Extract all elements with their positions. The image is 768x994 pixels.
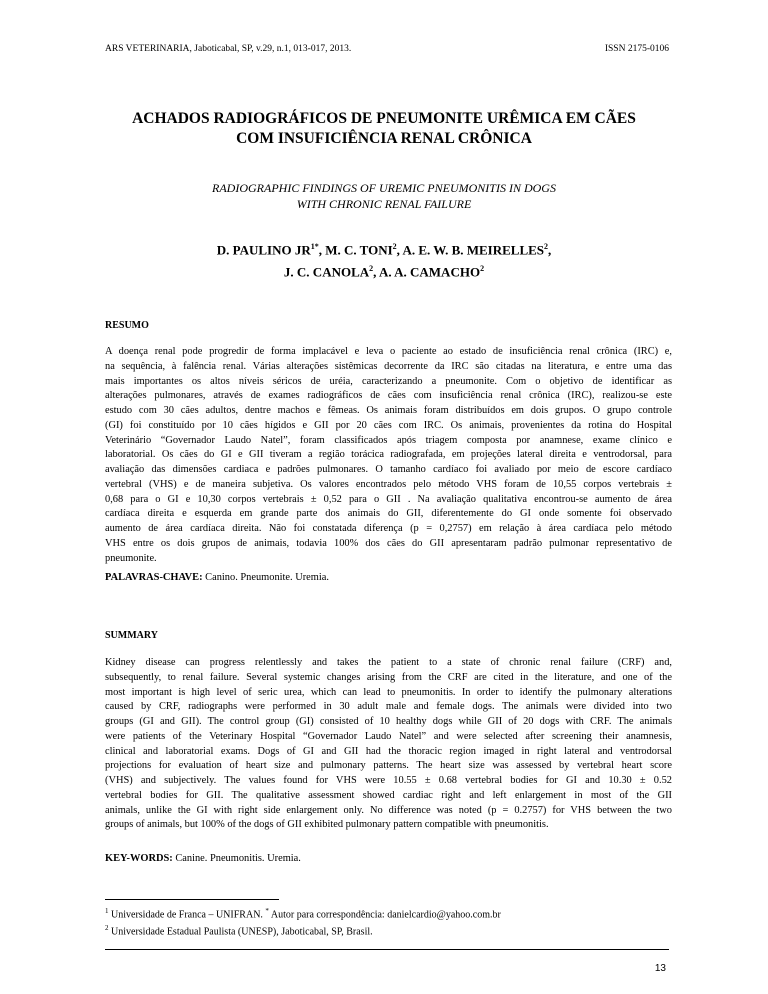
key-words-text: Canine. Pneumonitis. Uremia. [172,853,301,864]
resumo-line: mais importantes os altos níveis séricos de uréia, caracterizando a pneumonite. Com o objetivo de identificar as [105,375,672,387]
title-en-line: WITH CHRONIC RENAL FAILURE [296,197,472,211]
affiliation-mark: 2 [369,264,374,274]
resumo-line: 0,68 para o GI e 10,30 corpos vertebrais ± 0,52 para o GII . Na avaliação qualitativa encontrou-se aumento de área [105,493,672,505]
author-separator: , [318,242,326,258]
summary-line: caused by CRF, radiographs were performed in 30 adult male and female dogs. The animals were divided into two [105,701,672,713]
summary-line: groups (GI and GII). The control group (GI) consisted of 10 healthy dogs while GII of 20 dogs with CRF. The animals [105,716,672,727]
palavras-chave-text: Canino. Pneumonite. Uremia. [202,572,329,583]
summary-body [105,656,672,833]
title-english [80,180,688,212]
summary-line: most important is high level of seric urea, which can lead to pneumonitis. In order to identify the pulmonary alterations [105,686,672,698]
author-name: D. PAULINO JR [216,242,311,258]
key-words [105,853,301,864]
author-separator: , [548,242,552,258]
journal-citation: ARS VETERINARIA, Jaboticabal, SP, v.29, n.1, 013-017, 2013. [105,44,352,54]
footnote-1 [105,905,501,922]
resumo-line: alterações pulmonares, através de exames radiográficos de cães com insuficiência renal crônica (IRC), realizou-se este [105,390,672,402]
corresponding-author-mark: * [265,907,269,915]
summary-line: were patients of the Veterinary Hospital “Governador Laudo Natel” and were selected after screening their anamnesis, [105,730,672,742]
resumo-line: avaliação das dimensões cardiaca e padrões pulmonares. O tamanho cardíaco foi avaliado por meio de escore cardíaco [105,464,672,475]
issn: ISSN 2175-0106 [604,44,669,54]
title-pt-line: COM INSUFICIÊNCIA RENAL CRÔNICA [236,130,532,147]
resumo-line: vertebral (VHS) e de maneira subjetiva. Os valores encontrados pelo método VHS foram de 10,55 corpos vertebrais ± [105,478,672,490]
resumo-line: Veterinário “Governador Laudo Natel”, foram classificados após triagem composta por anamnese, exame clínico e [105,434,672,446]
resumo-line: (GI) foi constituído por 10 cães hígidos e GII por 20 cães com IRC. Os animais, provenientes da rotina do Hospital [105,419,672,431]
footnote-text: Universidade de Franca – UNIFRAN. [108,909,266,921]
footnote-text: Autor para correspondência: danielcardio@yahoo.com.br [268,909,501,921]
footnote-text: Universidade Estadual Paulista (UNESP), Jaboticabal, SP, Brasil. [108,926,373,938]
affiliation-mark: 2 [544,242,549,251]
key-words-label: KEY-WORDS: [105,853,173,864]
summary-line: vertebral bodies for GII. The qualitative assessment showed cardiac right and left enlargement in most of the GII [105,789,672,801]
affiliation-mark: 2 [392,242,397,251]
author-name: A. A. CAMACHO [378,264,481,280]
resumo-line: na sequência, à falência renal. Várias alterações sistêmicas decorrente da IRC são citadas na literatura, e entre uma das [105,360,672,372]
page-number: 13 [654,963,666,974]
footnote-mark: 1 [105,907,109,915]
author-separator: , [373,264,379,280]
resumo-line: cardíaca direita e esquerda em grande parte dos animais do GII, diferentemente do GI onde somente foi observado [105,508,672,520]
author-separator: , [396,242,403,258]
summary-line: clinical and laboratorial exams. Dogs of GI and GII had the thoracic region imaged in right lateral and ventrodorsal [105,745,672,757]
resumo-line: estudo com 30 cães adultos, dentre machos e fêmeas. Os animais foram distribuídos em dois grupos. O grupo controle [105,405,672,416]
authors-line-2 [70,259,698,281]
author-name: J. C. CANOLA [283,264,370,280]
summary-line: animals, unlike the GI with right side enlargement only. No difference was noted (p = 0.2757) for VHS between the two [105,804,672,816]
summary-line: (VHS) and subjectively. The values found for VHS were 10.55 ± 0.68 vertebral bodies for GI and 10.30 ± 0.52 [105,775,672,786]
author-name: A. E. W. B. MEIRELLES [402,242,545,258]
footnote-mark: 2 [105,923,109,932]
resumo-line: laboratorial. Os cães do GI e GII tiveram a região torácica radiografada, em projeções lateral direita e ventrodorsal, para [105,449,672,461]
footnote-2 [105,922,501,939]
summary-heading: SUMMARY [105,630,158,641]
resumo-line: VHS entre os dois grupos de animais, todavia 100% dos cães do GII apresentaram padrão pulmonar representativo de [105,537,672,549]
affiliation-mark: 1* [310,242,319,251]
authors-line-1 [70,237,698,259]
resumo-line: pneumonite. [105,552,157,564]
summary-line: subsequently, to renal failure. Several systemic changes arising from the CRF are cited in the literature, and one of the [105,671,672,683]
title-pt-line: ACHADOS RADIOGRÁFICOS DE PNEUMONITE URÊMICA EM CÃES [132,110,636,127]
resumo-line: A doença renal pode progredir de forma implacável e leva o paciente ao estado de insuficiência renal crônica (IRC) e, [105,346,672,357]
palavras-chave [105,572,329,583]
title-portuguese [60,109,708,149]
resumo-heading: RESUMO [105,320,149,331]
resumo-line: aumento de área cardíaca direita. Não foi constatada diferença (p = 0,2757) em relação à área cardíaca pelo método [105,523,672,534]
author-name: M. C. TONI [325,242,393,258]
affiliation-mark: 2 [480,264,485,274]
bottom-divider [105,949,669,950]
resumo-body [105,345,672,566]
authors [70,237,698,282]
summary-line: projections for evaluation of heart size and pulmonary patterns. The heart size was assessed by vertebral heart score [105,760,672,772]
footnotes [105,905,501,939]
summary-line: Kidney disease can progress relentlessly and takes the patient to a state of chronic renal failure (CRF) and, [105,657,672,668]
footnote-divider [105,899,279,900]
title-en-line: RADIOGRAPHIC FINDINGS OF UREMIC PNEUMONITIS IN DOGS [212,181,556,195]
palavras-chave-label: PALAVRAS-CHAVE: [105,572,203,583]
summary-line: groups of animals, but 100% of the dogs of GII exhibited pulmonary pattern compatible with pneumonitis. [105,819,549,831]
